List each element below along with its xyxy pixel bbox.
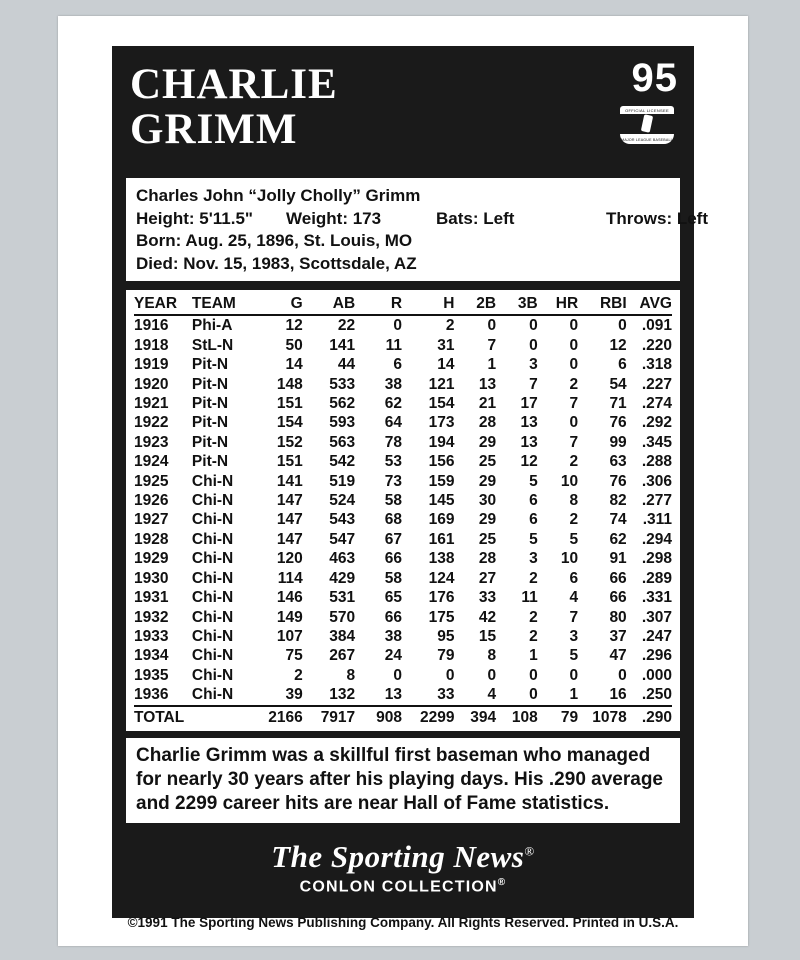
cell-g: 75: [285, 647, 303, 665]
cell-2b: 0: [487, 317, 497, 335]
cell-2b: 4: [487, 686, 497, 704]
bio-height: Height: 5'11.5": [136, 208, 253, 228]
cell-year: 1931: [134, 589, 169, 607]
cell-ab: 141: [329, 336, 356, 354]
cell-ab: 563: [329, 433, 356, 451]
registered-trademark-icon: ®: [524, 843, 535, 859]
cell-rbi: 76: [609, 414, 627, 432]
cell-avg: .250: [641, 686, 672, 704]
cell-avg: .296: [641, 647, 672, 665]
cell-g: 39: [285, 686, 303, 704]
cell-r: 53: [384, 453, 403, 471]
cell-h: 79: [437, 647, 455, 665]
table-row: [134, 685, 672, 705]
cell-2b: 27: [478, 569, 497, 587]
cell-year: 1932: [134, 608, 169, 626]
table-header-row: [134, 294, 672, 315]
copyright-line: ©1991 The Sporting News Publishing Company. All Rights Reserved. Printed in U.S.A.: [127, 915, 679, 930]
cell-year: 1922: [134, 414, 169, 432]
cell-g: 12: [285, 317, 303, 335]
cell-2b: 28: [478, 550, 497, 568]
cell-r: 13: [384, 686, 403, 704]
cell-3b: 13: [520, 433, 538, 451]
col-header-h: H: [402, 294, 454, 315]
card-footer: [112, 823, 694, 918]
cell-avg: .220: [641, 336, 672, 354]
table-row: [134, 472, 672, 491]
col-header-ab: AB: [303, 294, 355, 315]
cell-team: Chi-N: [191, 511, 234, 529]
cell-2b: 8: [487, 647, 497, 665]
cell-2b: 25: [478, 530, 497, 548]
cell-year: 1936: [134, 686, 169, 704]
cell-rbi: 47: [609, 647, 627, 665]
table-row: [134, 433, 672, 452]
cell-rbi: 71: [609, 395, 627, 413]
cell-year: 1933: [134, 627, 169, 645]
cell-g: 151: [276, 453, 303, 471]
cell-h: 14: [437, 356, 455, 374]
cell-ab: 562: [329, 395, 356, 413]
cell-2b: 1: [487, 356, 497, 374]
cell-total-g: 2166: [255, 706, 302, 727]
cell-team: Chi-N: [191, 492, 234, 510]
col-header-2b: 2B: [454, 294, 496, 315]
cell-avg: .331: [641, 589, 672, 607]
cell-ab: 44: [337, 356, 356, 374]
cell-3b: 1: [529, 647, 538, 665]
cell-ab: 22: [337, 317, 356, 335]
cell-3b: 6: [529, 492, 538, 510]
cell-h: 194: [428, 433, 455, 451]
cell-r: 0: [393, 317, 403, 335]
cell-year: 1935: [134, 666, 169, 684]
cell-year: 1920: [134, 375, 169, 393]
table-row: [134, 375, 672, 394]
cell-h: 176: [428, 589, 455, 607]
cell-h: 124: [428, 569, 455, 587]
cell-2b: 30: [478, 492, 497, 510]
cell-r: 11: [385, 336, 403, 354]
cell-hr: 10: [560, 472, 579, 490]
cell-3b: 2: [529, 627, 538, 645]
cell-avg: .298: [641, 550, 672, 568]
cell-g: 114: [277, 569, 303, 587]
cell-ab: 267: [329, 647, 356, 665]
cell-year: 1916: [134, 317, 169, 335]
conlon-collection-label: [112, 877, 694, 896]
cell-r: 67: [384, 530, 403, 548]
cell-hr: 7: [569, 608, 579, 626]
mlb-logo-top-text: OFFICIAL LICENSEE: [625, 108, 669, 113]
cell-ab: 429: [329, 569, 356, 587]
cell-hr: 0: [569, 336, 579, 354]
bio-died: Died: Nov. 15, 1983, Scottsdale, AZ: [136, 253, 417, 273]
cell-rbi: 37: [609, 627, 627, 645]
cell-team: Pit-N: [191, 433, 229, 451]
cell-total-hr: 79: [538, 706, 578, 727]
cell-avg: .307: [641, 608, 672, 626]
cell-year: 1929: [134, 550, 169, 568]
cell-3b: 0: [529, 317, 538, 335]
cell-team: Pit-N: [191, 453, 229, 471]
table-total-row: [134, 706, 672, 727]
cell-2b: 42: [478, 608, 497, 626]
registered-trademark-icon: ®: [497, 876, 507, 888]
cell-year: 1928: [134, 530, 169, 548]
cell-year: 1927: [134, 511, 169, 529]
cell-team: Chi-N: [191, 608, 234, 626]
bio-full-name: Charles John “Jolly Cholly” Grimm: [136, 186, 421, 205]
cell-hr: 0: [569, 317, 579, 335]
cell-r: 6: [393, 356, 403, 374]
table-row: [134, 627, 672, 646]
col-header-r: R: [355, 294, 402, 315]
card-number: 95: [631, 56, 678, 100]
cell-year: 1930: [134, 569, 169, 587]
cell-g: 50: [285, 336, 303, 354]
table-row: [134, 588, 672, 607]
cell-team: Chi-N: [191, 666, 234, 684]
cell-hr: 1: [569, 686, 579, 704]
cell-h: 154: [428, 395, 455, 413]
cell-hr: 2: [569, 453, 579, 471]
cell-h: 121: [428, 375, 455, 393]
cell-g: 141: [276, 472, 303, 490]
cell-total-r: 908: [355, 706, 402, 727]
cell-rbi: 63: [609, 453, 627, 471]
cell-3b: 2: [529, 569, 538, 587]
cell-team: Pit-N: [191, 375, 229, 393]
card-header: [112, 46, 694, 178]
sporting-news-text: The Sporting News: [271, 838, 525, 874]
bio-born: Born: Aug. 25, 1896, St. Louis, MO: [136, 231, 413, 250]
cell-avg: .311: [642, 511, 672, 529]
sporting-news-logo: [112, 839, 694, 875]
table-row: [134, 549, 672, 568]
cell-ab: 384: [329, 627, 356, 645]
cell-rbi: 74: [609, 511, 627, 529]
col-header-year: YEAR: [134, 294, 192, 315]
cell-g: 147: [276, 511, 303, 529]
cell-g: 149: [276, 608, 303, 626]
cell-team: Chi-N: [191, 530, 234, 548]
cell-h: 138: [428, 550, 455, 568]
cell-hr: 0: [569, 414, 579, 432]
cell-year: 1923: [134, 433, 169, 451]
cell-year: 1934: [134, 647, 169, 665]
cell-g: 146: [276, 589, 303, 607]
col-header-g: G: [255, 294, 302, 315]
cell-h: 159: [428, 472, 455, 490]
cell-total-h: 2299: [402, 706, 454, 727]
table-row: [134, 608, 672, 627]
col-header-hr: HR: [538, 294, 578, 315]
cell-team: Chi-N: [191, 589, 234, 607]
col-header-3b: 3B: [496, 294, 538, 315]
cell-rbi: 66: [609, 589, 627, 607]
cell-g: 147: [276, 530, 303, 548]
player-name: [130, 62, 560, 152]
cell-year: 1924: [134, 453, 169, 471]
cell-ab: 543: [329, 511, 356, 529]
cell-3b: 3: [529, 356, 538, 374]
cell-g: 2: [294, 666, 303, 684]
cell-r: 66: [384, 550, 403, 568]
career-stats-table: [134, 294, 672, 727]
cell-hr: 2: [569, 511, 579, 529]
cell-3b: 6: [529, 511, 538, 529]
cell-team: Phi-A: [191, 317, 233, 335]
cell-2b: 29: [478, 472, 497, 490]
table-row: [134, 491, 672, 510]
cell-team: Pit-N: [191, 356, 229, 374]
cell-3b: 3: [529, 550, 538, 568]
cell-3b: 17: [520, 395, 538, 413]
cell-h: 156: [428, 453, 455, 471]
cell-hr: 7: [569, 433, 579, 451]
table-row: [134, 413, 672, 432]
cell-total-rbi: 1078: [578, 706, 627, 727]
cell-r: 65: [384, 589, 403, 607]
table-row: [134, 452, 672, 471]
cell-g: 152: [276, 433, 303, 451]
cell-r: 64: [384, 414, 403, 432]
cell-h: 169: [428, 511, 455, 529]
cell-h: 33: [437, 686, 455, 704]
cell-2b: 29: [478, 511, 497, 529]
cell-hr: 2: [569, 375, 579, 393]
col-header-avg: AVG: [627, 294, 672, 315]
table-row: [134, 646, 672, 665]
cell-2b: 25: [478, 453, 497, 471]
cell-3b: 13: [520, 414, 538, 432]
stats-panel: [126, 290, 680, 731]
cell-ab: 8: [346, 666, 356, 684]
cell-hr: 8: [569, 492, 579, 510]
cell-total-3b: 108: [496, 706, 538, 727]
cell-rbi: 66: [609, 569, 627, 587]
cell-h: 175: [428, 608, 455, 626]
cell-g: 147: [276, 492, 303, 510]
cell-2b: 7: [487, 336, 497, 354]
cell-r: 0: [393, 666, 403, 684]
cell-total-ab: 7917: [303, 706, 355, 727]
cell-g: 151: [276, 395, 303, 413]
cell-2b: 15: [478, 627, 497, 645]
cell-h: 0: [445, 666, 455, 684]
cell-2b: 33: [478, 589, 497, 607]
cell-hr: 0: [569, 356, 579, 374]
cell-team: Chi-N: [191, 550, 234, 568]
cell-rbi: 54: [609, 375, 627, 393]
cell-rbi: 99: [609, 433, 627, 451]
cell-h: 161: [428, 530, 455, 548]
table-row: [134, 336, 672, 355]
cell-2b: 28: [478, 414, 497, 432]
cell-year: 1921: [134, 395, 169, 413]
cell-hr: 10: [560, 550, 579, 568]
cell-r: 62: [384, 395, 403, 413]
cell-r: 24: [384, 647, 403, 665]
cell-rbi: 62: [609, 530, 627, 548]
table-row: [134, 315, 672, 335]
cell-3b: 11: [521, 589, 538, 607]
cell-total-label: TOTAL: [134, 706, 192, 727]
cell-total-avg: .290: [627, 706, 672, 727]
cell-3b: 5: [529, 530, 538, 548]
cell-3b: 0: [529, 686, 538, 704]
cell-team: Chi-N: [191, 647, 234, 665]
cell-avg: .227: [641, 375, 672, 393]
cell-3b: 7: [529, 375, 538, 393]
cell-year: 1925: [134, 472, 169, 490]
cell-rbi: 16: [609, 686, 627, 704]
player-first-name: CHARLIE: [130, 61, 338, 108]
cell-team: Chi-N: [191, 627, 234, 645]
card-back-panel: [112, 46, 708, 918]
cell-3b: 12: [520, 453, 538, 471]
player-last-name: GRIMM: [130, 106, 298, 153]
bio-physical-row: [136, 208, 708, 231]
bio-throws: Throws: Left: [606, 208, 708, 228]
table-row: [134, 530, 672, 549]
cell-team: StL-N: [191, 336, 234, 354]
cell-ab: 593: [329, 414, 356, 432]
table-body: [134, 315, 672, 727]
cell-avg: .318: [641, 356, 672, 374]
cell-team: Pit-N: [191, 395, 229, 413]
cell-ab: 519: [329, 472, 356, 490]
cell-team: Chi-N: [191, 686, 234, 704]
cell-avg: .294: [641, 530, 672, 548]
cell-2b: 29: [478, 433, 497, 451]
conlon-collection-text: CONLON COLLECTION: [299, 878, 498, 896]
cell-total-team: [192, 706, 256, 727]
cell-hr: 0: [569, 666, 579, 684]
cell-avg: .306: [641, 472, 672, 490]
cell-avg: .091: [641, 317, 672, 335]
cell-ab: 542: [329, 453, 356, 471]
table-row: [134, 394, 672, 413]
cell-h: 95: [437, 627, 455, 645]
table-row: [134, 569, 672, 588]
cell-hr: 3: [569, 627, 579, 645]
cell-r: 78: [384, 433, 403, 451]
cell-avg: .292: [641, 414, 672, 432]
cell-rbi: 12: [609, 336, 627, 354]
cell-g: 120: [276, 550, 303, 568]
bio-bats: Bats: Left: [436, 208, 515, 228]
cell-ab: 132: [329, 686, 356, 704]
baseball-card: [58, 16, 748, 946]
cell-rbi: 6: [618, 356, 627, 374]
cell-avg: .274: [641, 395, 672, 413]
cell-hr: 7: [569, 395, 579, 413]
cell-rbi: 80: [609, 608, 627, 626]
cell-r: 58: [384, 569, 403, 587]
cell-ab: 533: [329, 375, 356, 393]
bio-panel: [126, 178, 708, 281]
cell-2b: 21: [478, 395, 497, 413]
cell-avg: .345: [641, 433, 672, 451]
cell-team: Chi-N: [191, 472, 234, 490]
table-row: [134, 666, 672, 685]
cell-3b: 2: [529, 608, 538, 626]
cell-rbi: 0: [618, 317, 627, 335]
cell-avg: .289: [641, 569, 672, 587]
cell-3b: 5: [529, 472, 538, 490]
cell-ab: 524: [329, 492, 356, 510]
player-blurb: Charlie Grimm was a skillful first baseman who managed for nearly 30 years after his playing days. His .290 average and 2299 career hits are near Hall of Fame statistics.: [126, 738, 680, 823]
cell-hr: 6: [569, 569, 579, 587]
bio-weight: Weight: 173: [286, 208, 382, 228]
cell-hr: 5: [569, 647, 579, 665]
cell-year: 1926: [134, 492, 169, 510]
cell-ab: 463: [329, 550, 356, 568]
cell-ab: 570: [329, 608, 356, 626]
cell-rbi: 91: [609, 550, 627, 568]
cell-2b: 0: [487, 666, 497, 684]
cell-hr: 4: [569, 589, 579, 607]
cell-g: 107: [276, 627, 303, 645]
cell-ab: 547: [329, 530, 356, 548]
cell-rbi: 82: [609, 492, 627, 510]
col-header-rbi: RBI: [578, 294, 627, 315]
cell-avg: .000: [641, 666, 672, 684]
cell-3b: 0: [529, 336, 538, 354]
cell-rbi: 76: [609, 472, 627, 490]
cell-g: 148: [276, 375, 303, 393]
cell-avg: .247: [641, 627, 672, 645]
cell-r: 68: [384, 511, 403, 529]
cell-year: 1918: [134, 336, 169, 354]
cell-r: 73: [384, 472, 403, 490]
cell-r: 38: [384, 627, 403, 645]
cell-total-2b: 394: [454, 706, 496, 727]
cell-year: 1919: [134, 356, 169, 374]
mlb-batter-silhouette-icon: [620, 114, 674, 134]
cell-avg: .288: [641, 453, 672, 471]
mlb-logo-bottom-text: MAJOR LEAGUE BASEBALL: [621, 138, 673, 142]
cell-h: 145: [428, 492, 455, 510]
cell-ab: 531: [329, 589, 356, 607]
cell-r: 38: [384, 375, 403, 393]
cell-g: 14: [285, 356, 303, 374]
mlb-logo-icon: [620, 106, 674, 144]
col-header-team: TEAM: [192, 294, 256, 315]
cell-r: 58: [384, 492, 403, 510]
cell-hr: 5: [569, 530, 579, 548]
cell-h: 2: [445, 317, 455, 335]
table-row: [134, 510, 672, 529]
cell-avg: .277: [641, 492, 672, 510]
cell-h: 173: [428, 414, 455, 432]
cell-2b: 13: [478, 375, 497, 393]
cell-g: 154: [276, 414, 303, 432]
cell-rbi: 0: [618, 666, 627, 684]
cell-team: Pit-N: [191, 414, 229, 432]
cell-team: Chi-N: [191, 569, 234, 587]
cell-h: 31: [437, 336, 455, 354]
table-row: [134, 355, 672, 374]
cell-r: 66: [384, 608, 403, 626]
cell-3b: 0: [529, 666, 538, 684]
